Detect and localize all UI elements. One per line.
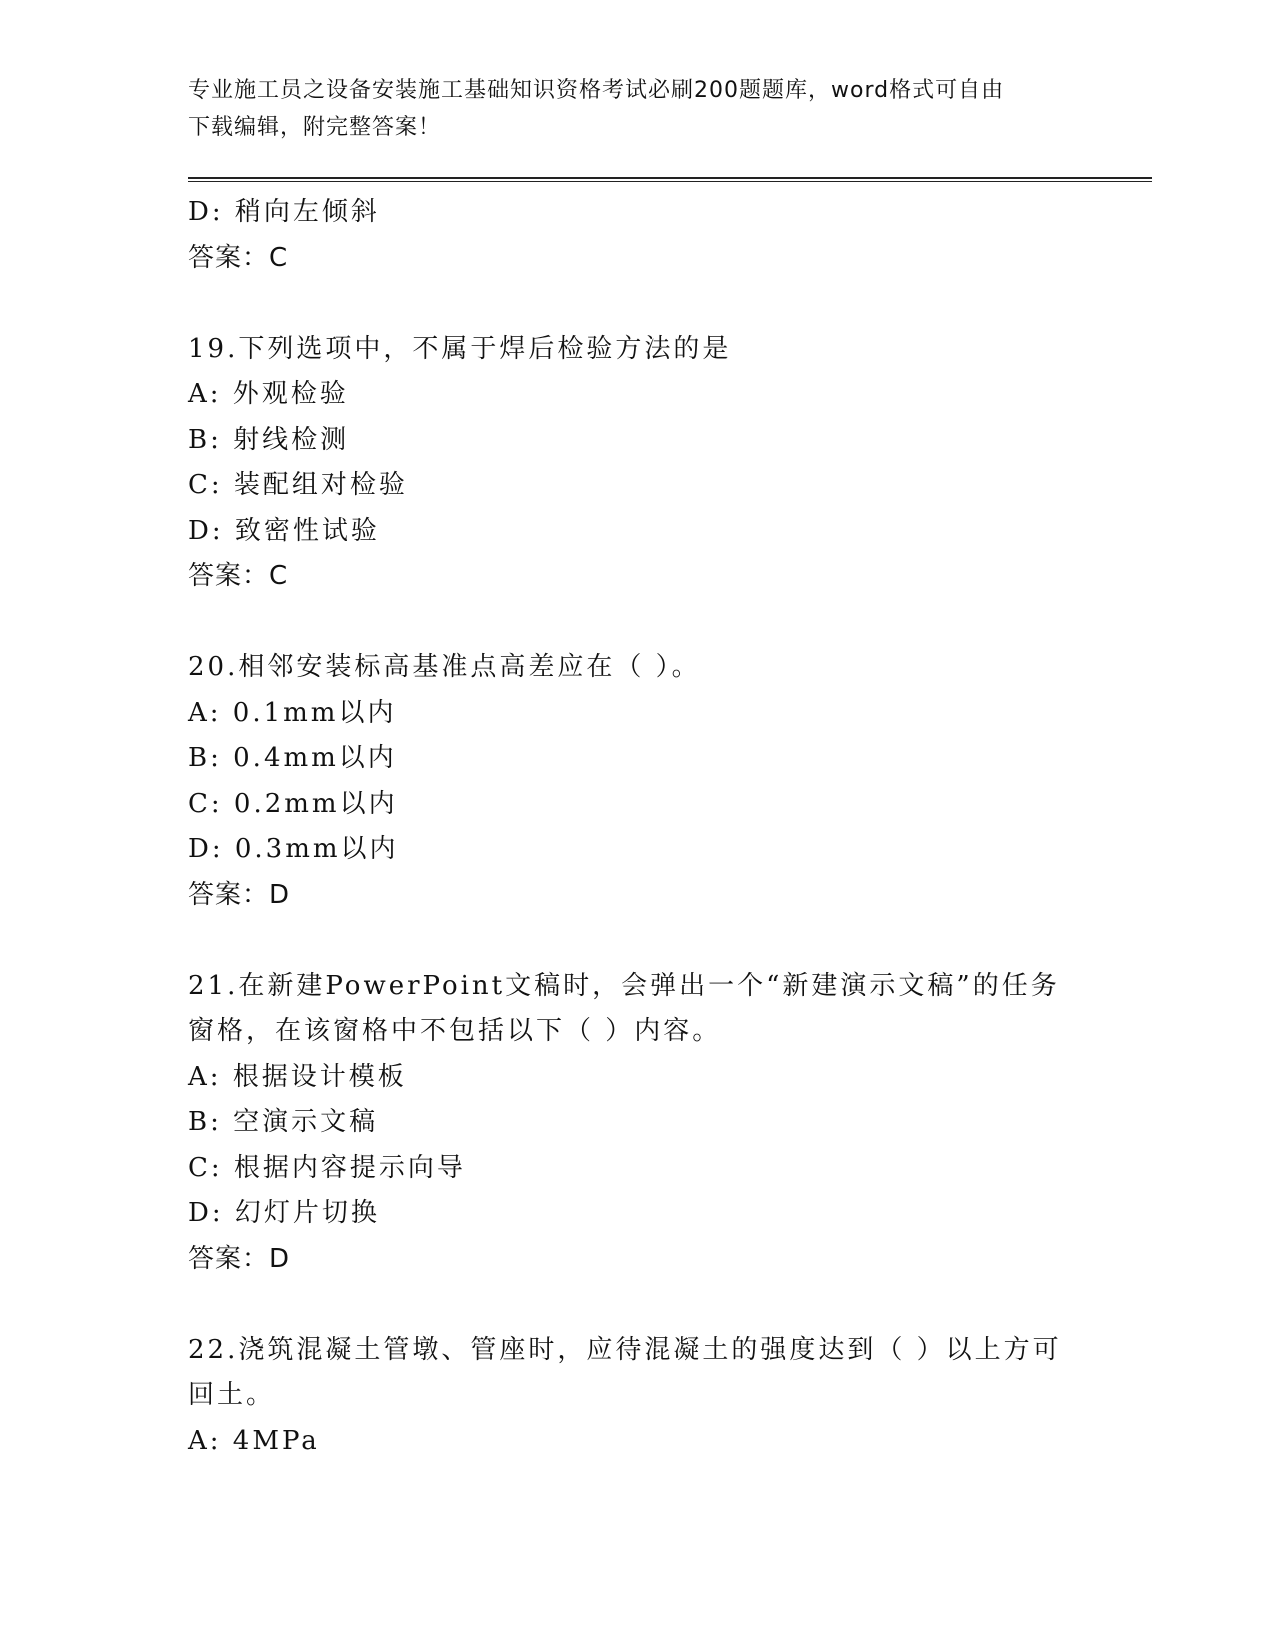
option-c: C: 装配组对检验 (188, 470, 408, 500)
question-text: 20.相邻安装标高基准点高差应在（ ）。 (188, 652, 701, 682)
question-text-line-1: 21.在新建PowerPoint文稿时，会弹出一个“新建演示文稿”的任务 (188, 970, 1060, 1001)
option-d: D: 致密性试验 (188, 515, 380, 546)
option-d: D: 0.3mm以内 (188, 834, 399, 864)
question-list (188, 190, 1088, 1464)
answer-line: 答案：D (188, 1243, 291, 1274)
question-block-20 (188, 645, 1088, 918)
question-block-22 (188, 1328, 1088, 1465)
question-block-19 (188, 327, 1088, 600)
header-divider-thin (188, 181, 1152, 182)
question-text (188, 964, 1068, 1055)
question-block-prev (188, 190, 1088, 281)
option-b: B: 射线检测 (188, 424, 350, 455)
option-a: A: 外观检验 (188, 379, 349, 409)
option-a: A: 4MPa (188, 1425, 320, 1456)
answer-line: 答案：D (188, 879, 291, 910)
document-header (188, 72, 1068, 146)
spacer (188, 1282, 1088, 1328)
option-d: D: 稍向左倾斜 (188, 197, 380, 227)
option-d: D: 幻灯片切换 (188, 1198, 380, 1228)
header-line-2: 下载编辑，附完整答案！ (188, 115, 442, 140)
spacer (188, 600, 1088, 646)
answer-line: 答案：C (188, 242, 289, 273)
option-c: C: 0.2mm以内 (188, 788, 398, 819)
option-b: B: 空演示文稿 (188, 1107, 379, 1137)
option-a: A: 根据设计模板 (188, 1061, 407, 1092)
question-text-line-1: 22.浇筑混凝土管墩、管座时，应待混凝土的强度达到（ ）以上方可 (188, 1334, 1062, 1365)
option-c: C: 根据内容提示向导 (188, 1152, 466, 1183)
spacer (188, 281, 1088, 327)
answer-line: 答案：C (188, 561, 289, 591)
spacer (188, 918, 1088, 964)
question-text (188, 1328, 1068, 1419)
header-line-1: 专业施工员之设备安装施工基础知识资格考试必刷200题题库，word格式可自由 (188, 78, 1005, 103)
option-a: A: 0.1mm以内 (188, 697, 397, 728)
option-b: B: 0.4mm以内 (188, 743, 397, 773)
question-text-line-2: 回土。 (188, 1380, 276, 1410)
question-text: 19.下列选项中，不属于焊后检验方法的是 (188, 333, 732, 364)
header-divider-thick (188, 177, 1152, 179)
question-text-line-2: 窗格，在该窗格中不包括以下（ ）内容。 (188, 1016, 722, 1046)
question-block-21 (188, 964, 1088, 1283)
